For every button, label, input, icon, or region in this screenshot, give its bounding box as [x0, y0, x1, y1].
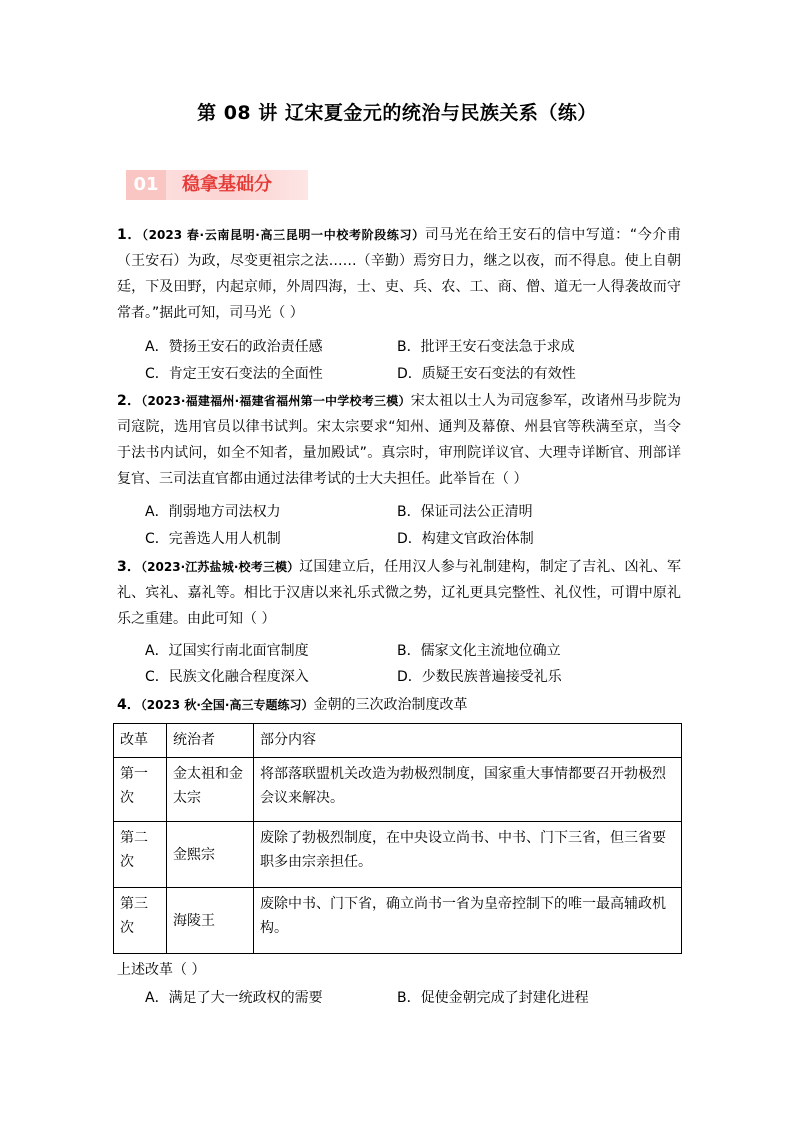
- table-cell: 废除了勃极烈制度，在中央设立尚书、中书、门下三省，但三省要职多由宗亲担任。: [254, 822, 682, 888]
- question-number: 2．: [117, 393, 142, 409]
- reform-table: [113, 723, 682, 954]
- question-3: [117, 554, 681, 632]
- question-2: [117, 388, 681, 492]
- question-1: [117, 222, 681, 326]
- table-cell: 第二次: [114, 822, 167, 888]
- table-cell: 金太祖和金太宗: [167, 758, 254, 822]
- table-row: [114, 758, 682, 822]
- question-4-prompt: 上述改革（ ）: [117, 962, 206, 978]
- question-number: 4．: [117, 697, 141, 713]
- question-4: [117, 692, 681, 718]
- table-row: [114, 822, 682, 888]
- question-number: 3．: [117, 559, 142, 575]
- question-source: （2023·福建福州·福建省福州第一中学校考三模）: [141, 394, 411, 408]
- question-source: （2023 秋·全国·高三专题练习）: [140, 698, 314, 712]
- question-source: （2023·江苏盐城·校考三模）: [141, 560, 300, 574]
- table-header-cell: 改革: [114, 724, 167, 758]
- option-a: A．满足了大一统政权的需要: [145, 990, 323, 1006]
- option-a: A．赞扬王安石的政治责任感: [145, 339, 323, 355]
- option-b: B．儒家文化主流地位确立: [397, 643, 561, 659]
- option-a: A．削弱地方司法权力: [145, 504, 281, 520]
- option-a: A．辽国实行南北面官制度: [145, 643, 309, 659]
- option-b: B．保证司法公正清明: [397, 504, 533, 520]
- table-cell: 海陵王: [167, 888, 254, 954]
- question-stem: 司马光在给王安石的信中写道：“今介甫（王安石）为政，尽变更祖宗之法……（辛勤）焉穷日力，继之以夜，而不得息。使上自朝廷，下及田野，内起京师，外周四海，士、吏、兵、农、工、商、僧、道无一人得袭故而守常者。”据此可知，司马光（ ）: [117, 227, 681, 321]
- table-row: [114, 888, 682, 954]
- table-cell: 第三次: [114, 888, 167, 954]
- question-stem: 辽国建立后，任用汉人参与礼制建构，制定了吉礼、凶礼、军礼、宾礼、嘉礼等。相比于汉唐以来礼乐式微之势，辽礼更具完整性、礼仪性，可谓中原礼乐之重建。由此可知（ ）: [117, 559, 681, 627]
- question-stem: 金朝的三次政治制度改革: [313, 697, 468, 713]
- option-c: C．肯定王安石变法的全面性: [145, 366, 323, 382]
- table-header-row: [114, 724, 682, 758]
- option-c: C．民族文化融合程度深入: [145, 669, 309, 685]
- table-header-cell: 部分内容: [254, 724, 682, 758]
- question-source: （2023 春·云南昆明·高三昆明一中校考阶段练习）: [142, 228, 425, 242]
- section-title: 稳拿基础分: [182, 174, 272, 195]
- question-stem: 宋太祖以士人为司寇参军，改诸州马步院为司寇院，选用官员以律书试判。宋太宗要求“知州、通判及幕僚、州县官等秩满至京，当令于法书内试问，如全不知者，量加殿试”。真宗时，审刑院详议官、大理寺详断官、刑部详复官、三司法直官都由通过法律考试的士大夫担任。此举旨在（ ）: [117, 393, 681, 487]
- table-cell: 将部落联盟机关改造为勃极烈制度，国家重大事情都要召开勃极烈会议来解决。: [254, 758, 682, 822]
- table-header-cell: 统治者: [167, 724, 254, 758]
- page-title: 第 08 讲 辽宋夏金元的统治与民族关系（练）: [197, 102, 597, 124]
- table-cell: 第一次: [114, 758, 167, 822]
- option-b: B．批评王安石变法急于求成: [397, 339, 575, 355]
- section-number: 01: [126, 170, 166, 200]
- option-d: D．构建文官政治体制: [397, 531, 534, 547]
- option-d: D．质疑王安石变法的有效性: [397, 366, 576, 382]
- table-cell: 废除中书、门下省，确立尚书一省为皇帝控制下的唯一最高辅政机构。: [254, 888, 682, 954]
- option-b: B．促使金朝完成了封建化进程: [397, 990, 589, 1006]
- option-d: D．少数民族普遍接受礼乐: [397, 669, 562, 685]
- question-number: 1．: [117, 227, 143, 243]
- option-c: C．完善选人用人机制: [145, 531, 281, 547]
- table-cell: 金熙宗: [167, 822, 254, 888]
